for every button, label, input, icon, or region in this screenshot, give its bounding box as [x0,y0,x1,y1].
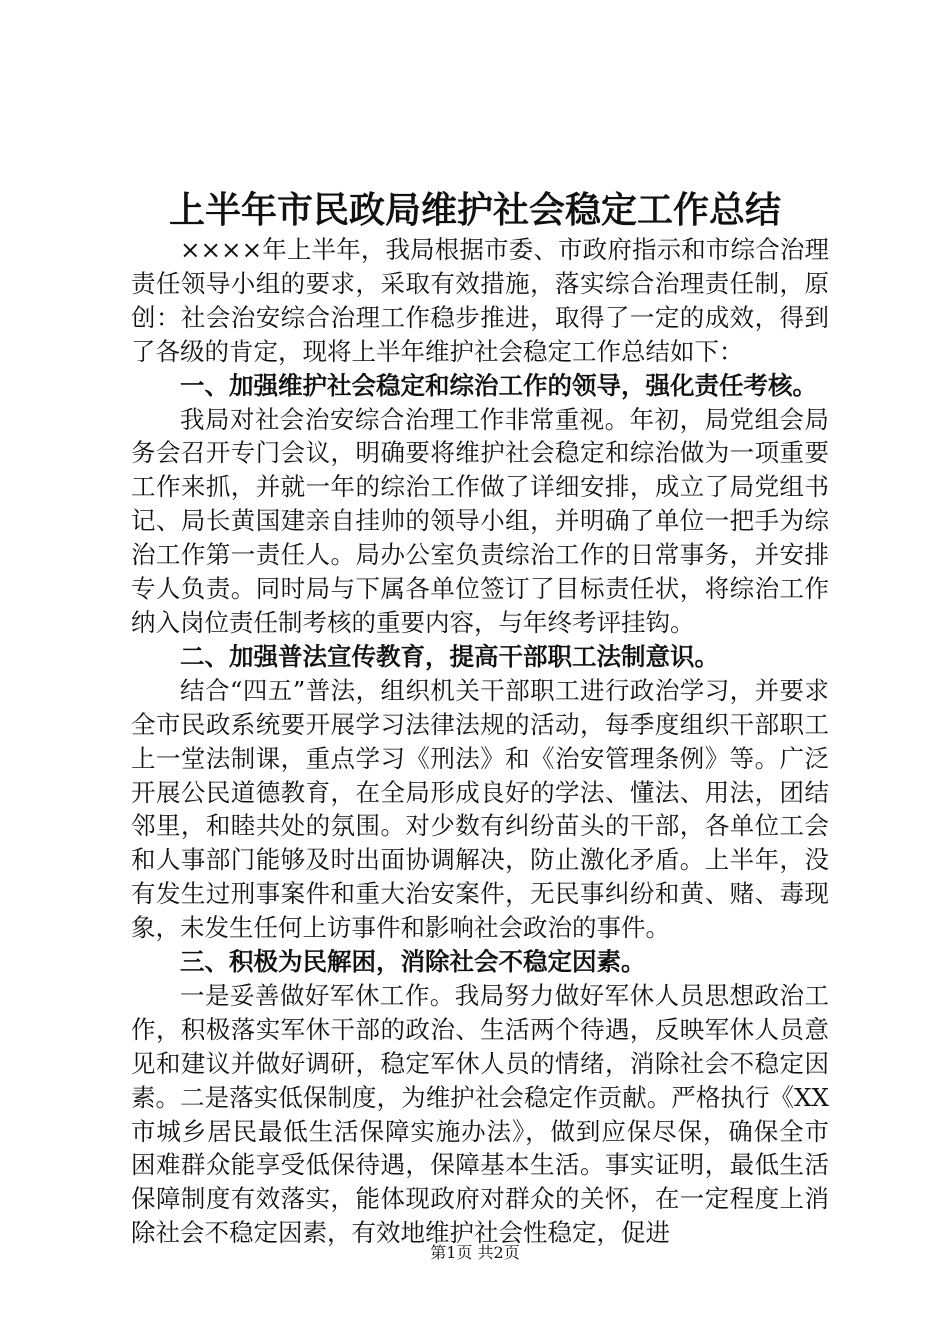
section-paragraph-3: 一是妥善做好军休工作。我局努力做好军休人员思想政治工作，积极落实军休干部的政治、生活两个待遇，反映军休人员意见和建议并做好调研，稳定军休人员的情绪，消除社会不稳定因素。二是落实低保制度，为维护社会稳定作贡献。严格执行《XX市城乡居民最低生活保障实施办法》，做到应保尽保，确保全市困难群众能享受低保待遇，保障基本生活。事实证明，最低生活保障制度有效落实，能体现政府对群众的关怀，在一定程度上消除社会不稳定因素，有效地维护社会性稳定，促进 [131,980,829,1248]
document-title: 上半年市民政局维护社会稳定工作总结 [168,189,781,231]
section-heading-1: 一、加强维护社会稳定和综治工作的领导，强化责任考核。 [180,370,817,400]
section-heading-2: 二、加强普法宣传教育，提高干部职工法制意识。 [180,641,719,671]
document-body [131,233,829,1250]
section-paragraph-1: 我局对社会治安综合治理工作非常重视。年初，局党组会局务会召开专门会议，明确要将维护社会稳定和综治做为一项重要工作来抓，并就一年的综治工作做了详细安排，成立了局党组书记、局长黄国建亲自挂帅的领导小组，并明确了单位一把手为综治工作第一责任人。局办公室负责综治工作的日常事务，并安排专人负责。同时局与下属各单位签订了目标责任状，将综治工作纳入岗位责任制考核的重要内容，与年终考评挂钩。 [131,404,829,637]
section-heading-3: 三、积极为民解困，消除社会不稳定因素。 [180,947,646,977]
section-paragraph-2: 结合“四五”普法，组织机关干部职工进行政治学习，并要求全市民政系统要开展学习法律法规的活动，每季度组织干部职工上一堂法制课，重点学习《刑法》和《治安管理条例》等。广泛开展公民道德教育，在全局形成良好的学法、懂法、用法，团结邻里，和睦共处的氛围。对少数有纠纷苗头的干部，各单位工会和人事部门能够及时出面协调解决，防止激化矛盾。上半年，没有发生过刑事案件和重大治安案件，无民事纠纷和黄、赌、毒现象，未发生任何上访事件和影响社会政治的事件。 [131,675,829,943]
intro-paragraph: ××××年上半年，我局根据市委、市政府指示和市综合治理责任领导小组的要求，采取有效措施，落实综合治理责任制，原创：社会治安综合治理工作稳步推进，取得了一定的成效，得到了各级的肯定，现将上半年维护社会稳定工作总结如下： [131,235,829,366]
page-number-footer: 第1页 共2页 [430,1243,520,1262]
